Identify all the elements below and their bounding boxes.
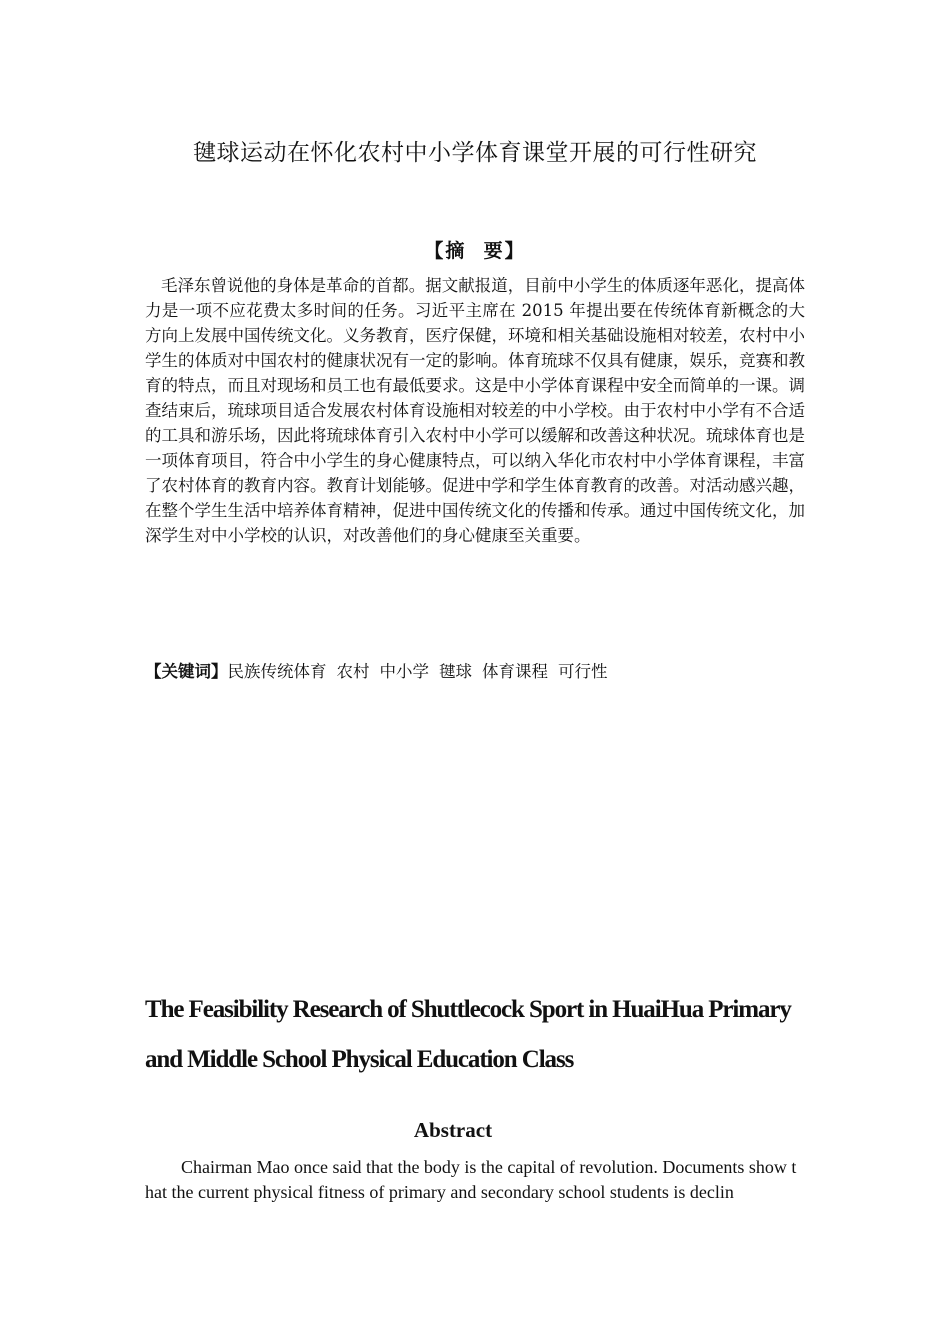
- chinese-abstract-heading: 【摘 要】: [424, 240, 526, 262]
- chinese-abstract-body: 毛泽东曾说他的身体是革命的首都。据文献报道，目前中小学生的体质逐年恶化，提高体力是一项不应花费太多时间的任务。习近平主席在 2015 年提出要在传统体育新概念的大方向上发展中国传统文化。义务教育，医疗保健，环境和相关基础设施相对较差，农村中小学生的体质对中国农村的健康状况有一定的影响。体育琉球不仅具有健康，娱乐，竞赛和教育的特点，而且对现场和员工也有最低要求。这是中小学体育课程中安全而简单的一课。调查结束后，琉球项目适合发展农村体育设施相对较差的中小学校。由于农村中小学有不合适的工具和游乐场，因此将琉球体育引入农村中小学可以缓解和改善这种状况。琉球体育也是一项体育项目，符合中小学生的身心健康特点，可以纳入华化市农村中小学体育课程，丰富了农村体育的教育内容。教育计划能够。促进中学和学生体育教育的改善。对活动感兴趣，在整个学生生活中培养体育精神，促进中国传统文化的传播和传承。通过中国传统文化，加深学生对中小学校的认识，对改善他们的身心健康至关重要。: [145, 276, 805, 545]
- keyword-item: 农村: [336, 662, 370, 681]
- english-abstract-heading: Abstract: [413, 1118, 493, 1142]
- english-abstract-body: Chairman Mao once said that the body is the capital of revolution. Documents show that the current physical fitness of primary and secondary school students is declin: [145, 1157, 797, 1202]
- keyword-item: 体育课程: [482, 662, 548, 681]
- keyword-item: 毽球: [439, 662, 472, 681]
- chinese-title: 毽球运动在怀化农村中小学体育课堂开展的可行性研究: [193, 140, 757, 166]
- keywords-label: 【关键词】: [145, 662, 228, 681]
- english-title-line-2: and Middle School Physical Education Class: [145, 1046, 574, 1073]
- english-title-line-1: The Feasibility Research of Shuttlecock Sport in HuaiHua Primary: [145, 996, 791, 1023]
- english-title: [145, 985, 825, 1085]
- keyword-item: 中小学: [379, 662, 429, 681]
- keyword-item: 可行性: [558, 662, 608, 681]
- keyword-item: 民族传统体育: [227, 662, 327, 681]
- chinese-keywords: [145, 658, 805, 682]
